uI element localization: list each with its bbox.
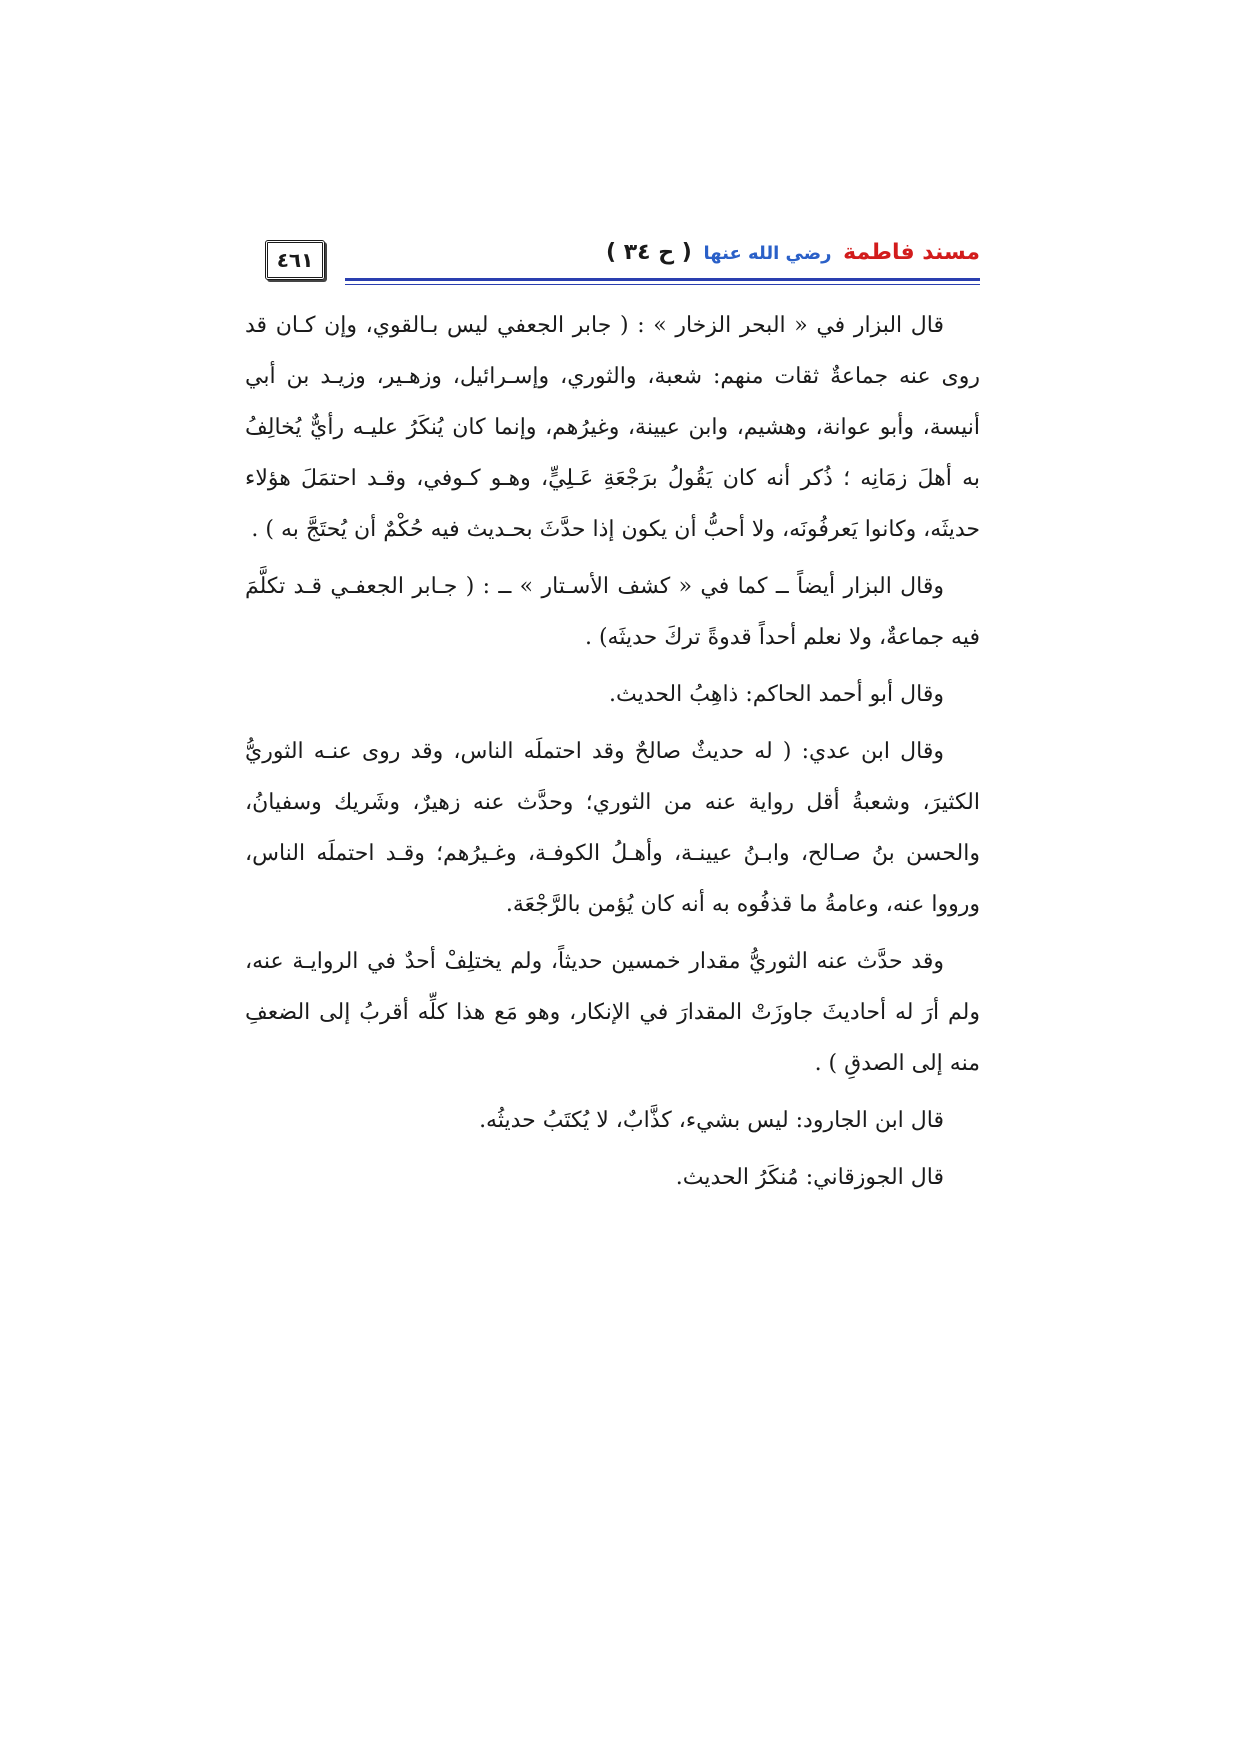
- page-number: ٤٦١: [265, 240, 325, 280]
- header-rule-thin: [345, 284, 980, 285]
- paragraph: قال البزار في « البحر الزخار » : ( جابر الجعفي ليس بـالقوي، وإن كـان قد روى عنه جماعةٌ ثقات منهم: شعبة، والثوري، وإسـرائيل، وزهـير، وزيـد بن أبي أنيسة، وأبو عوانة، وهشيم، وابن عيينة، وغيرُهم، وإنما كان يُنكَرُ عليـه رأيٌّ يُخالِفُ به أهلَ زمَانِه ؛ ذُكر أنه كان يَقُولُ برَجْعَةِ عَـلِيٍّ، وهـو كـوفي، وقـد احتمَلَ هؤلاء حديثَه، وكانوا يَعرفُونَه، ولا أحبُّ أن يكون إذا حدَّثَ بحـديث فيه حُكْمٌ أن يُحتَجَّ به ) .: [245, 313, 980, 542]
- hadith-reference: ( ح ٣٤ ): [606, 240, 692, 265]
- paragraph: قال الجوزقاني: مُنكَرُ الحديث.: [675, 1165, 944, 1190]
- running-title: [606, 240, 980, 265]
- paragraph: وقد حدَّث عنه الثوريُّ مقدار خمسين حديثاً، ولم يختلِفْ أحدٌ في الروايـة عنه، ولم أرَ له أحاديثَ جاوزَتْ المقدارَ في الإنكار، وهو مَع هذا كلِّه أقربُ إلى الضعفِ منه إلى الصدقِ ) .: [245, 949, 980, 1076]
- honorific-glyph: رضي الله عنها: [703, 243, 832, 264]
- header-rule: [345, 278, 980, 281]
- paragraph: وقال أبو أحمد الحاكم: ذاهِبُ الحديث.: [608, 682, 944, 707]
- running-title-name: مسند فاطمة: [843, 240, 980, 265]
- page-header: [265, 240, 980, 290]
- paragraph: قال ابن الجارود: ليس بشيء، كذَّابٌ، لا يُكتَبُ حديثُه.: [479, 1108, 944, 1133]
- paragraph: وقال ابن عدي: ( له حديثٌ صالحٌ وقد احتملَه الناس، وقد روى عنـه الثوريُّ الكثيرَ، وشعبةُ أقل رواية عنه من الثوري؛ وحدَّث عنه زهيرٌ، وشَريك وسفيانُ، والحسن بنُ صـالح، وابـنُ عيينـة، وأهـلُ الكوفـة، وغـيرُهم؛ وقـد احتملَه الناس، ورووا عنه، وعامةُ ما قذفُوه به أنه كان يُؤمن بالرَّجْعَة.: [245, 739, 980, 917]
- page-body: [245, 300, 980, 1209]
- paragraph: وقال البزار أيضاً ــ كما في « كشف الأسـتار » ــ : ( جـابر الجعفـي قـد تكلَّمَ فيه جماعةٌ، ولا نعلم أحداً قدوةً تركَ حديثَه) .: [245, 574, 980, 650]
